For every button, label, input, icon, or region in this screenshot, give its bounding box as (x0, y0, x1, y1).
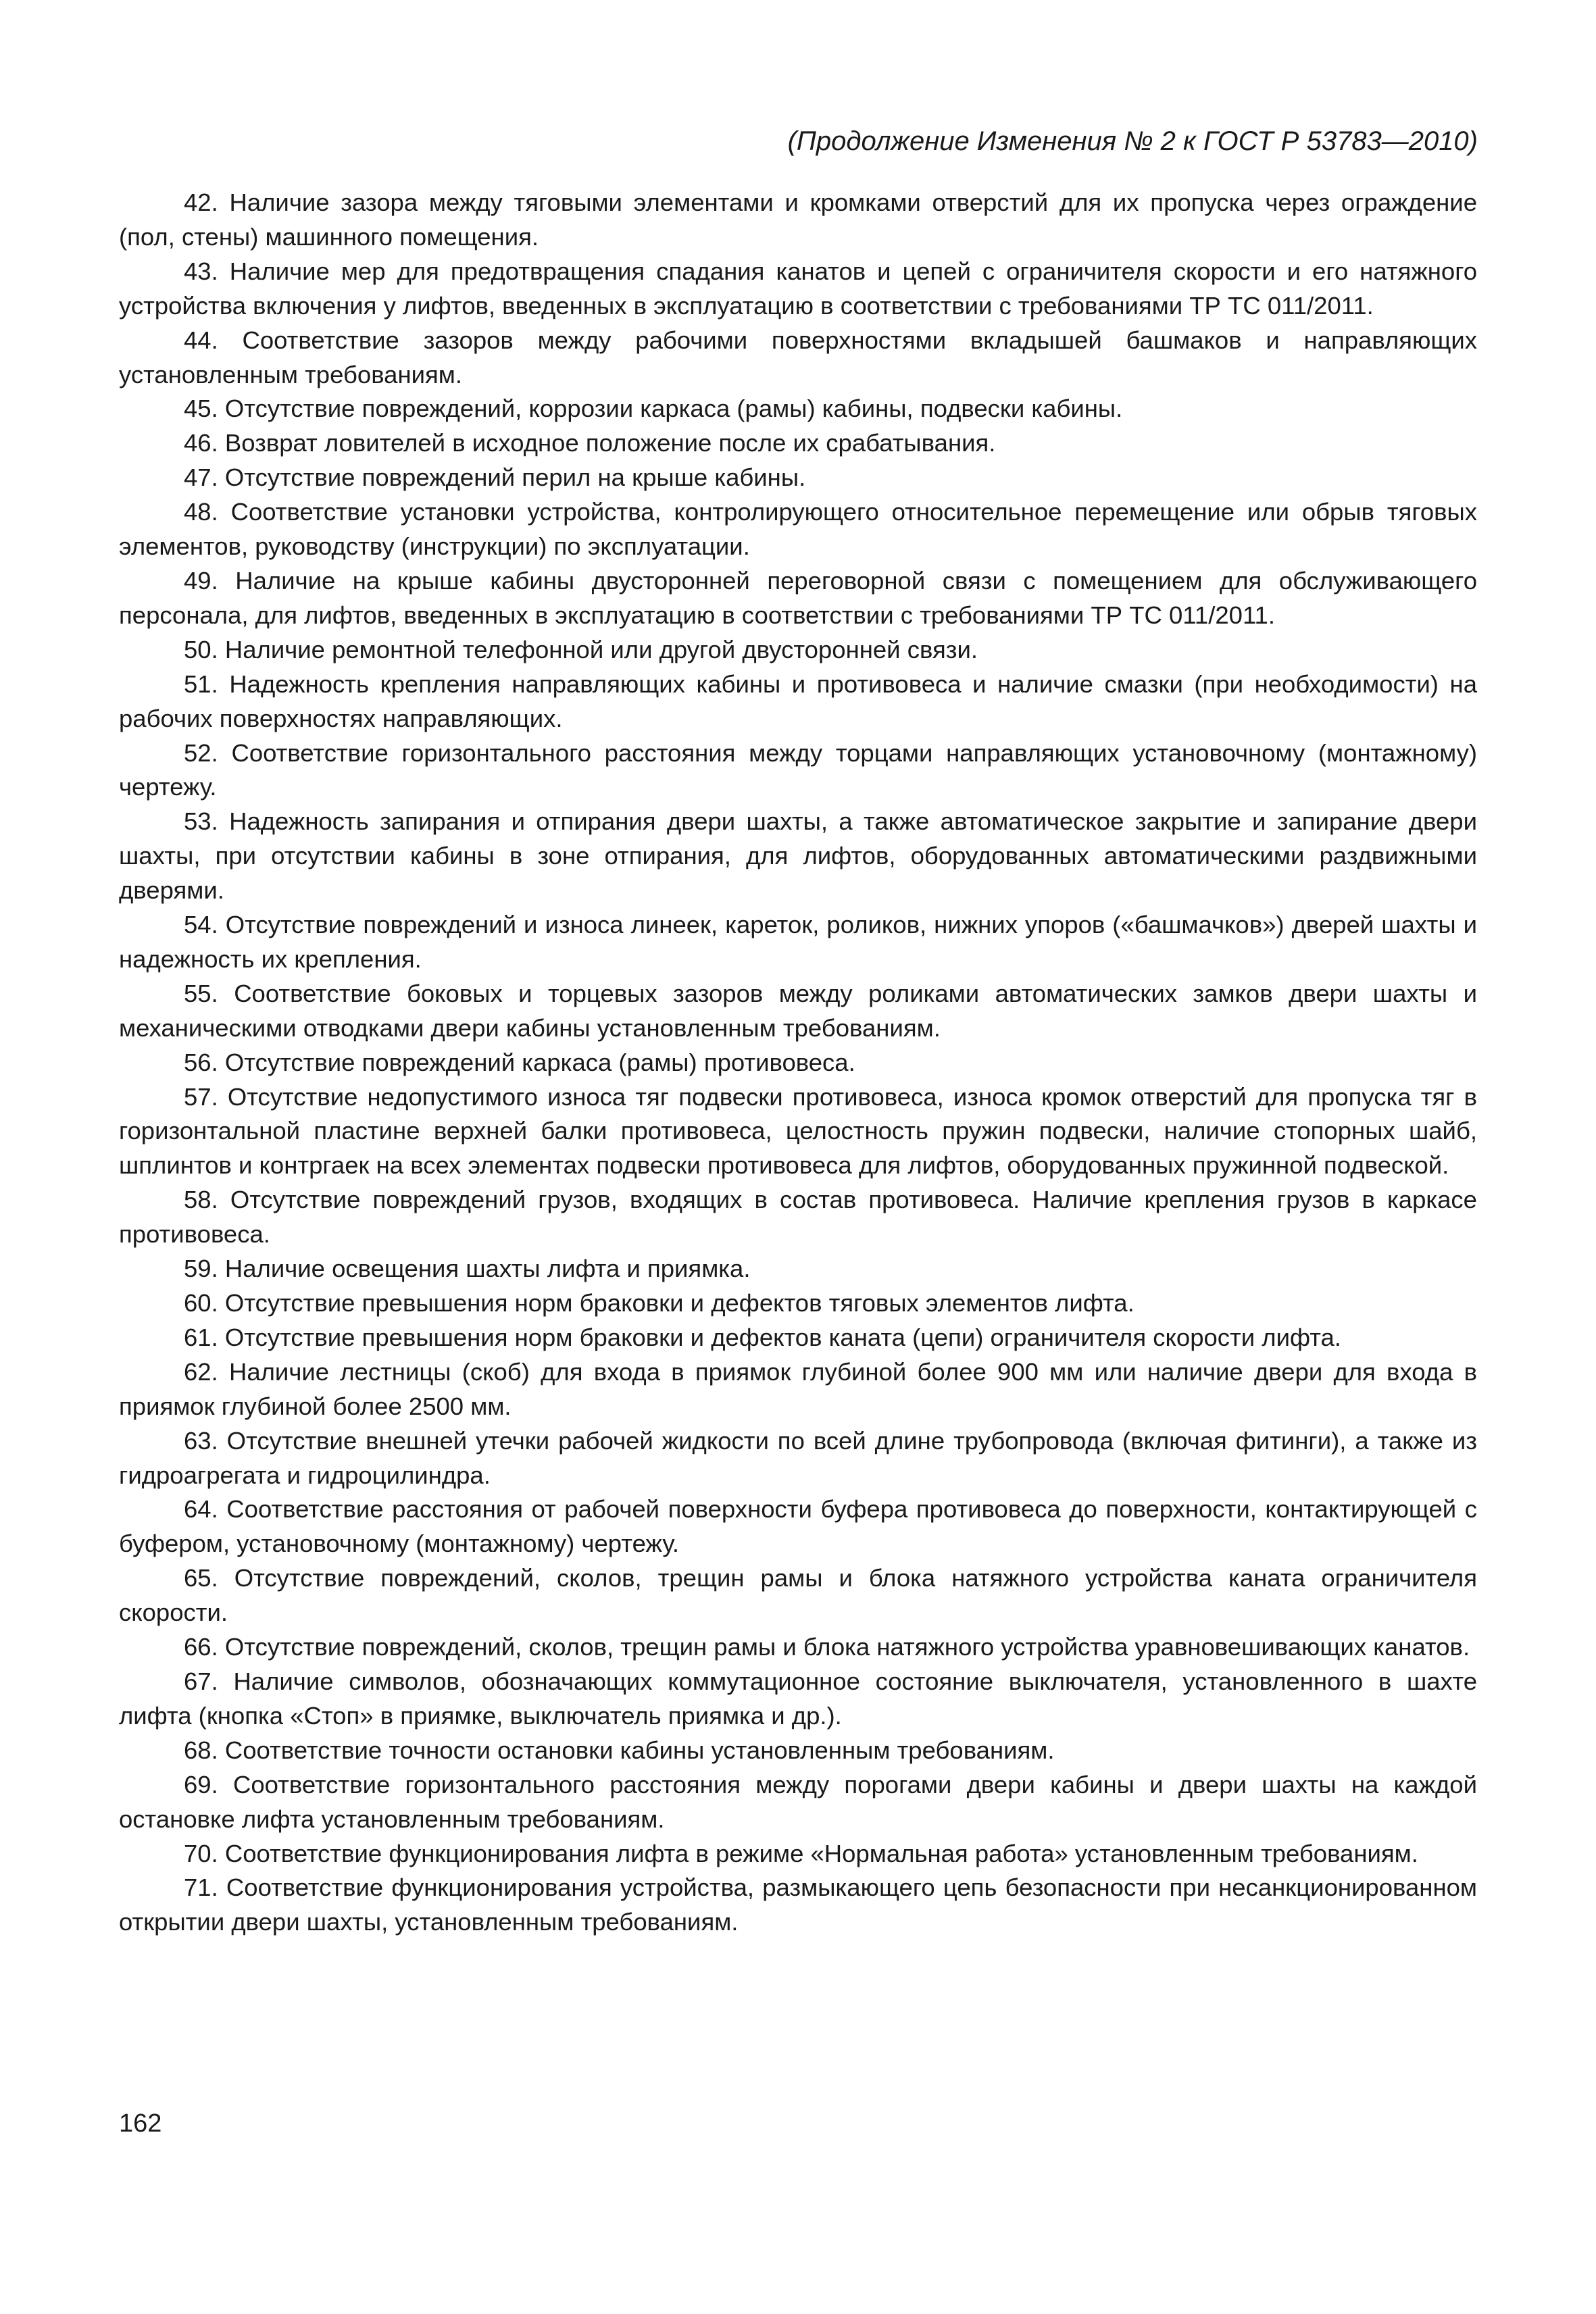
document-body (119, 186, 1477, 1940)
list-item: 49. Наличие на крыше кабины двусторонней переговорной связи с помещением для обслуживающего персонала, для лифтов, введенных в эксплуатацию в соответствии с требованиями ТР ТС 011/2011. (119, 566, 1477, 629)
list-item: 71. Соответствие функционирования устройства, размыкающего цепь безопасности при несанкционированном открытии двери шахты, установленным требованиям. (119, 1873, 1477, 1936)
list-item: 53. Надежность запирания и отпирания двери шахты, а также автоматическое закрытие и запирание двери шахты, при отсутствии кабины в зоне отпирания, для лифтов, оборудованных автоматическими раздвижными дверями. (119, 807, 1477, 905)
list-item: 70. Соответствие функционирования лифта в режиме «Нормальная работа» установленным требованиям. (184, 1839, 1418, 1867)
list-item: 65. Отсутствие повреждений, сколов, трещин рамы и блока натяжного устройства каната ограничителя скорости. (119, 1564, 1477, 1627)
page-header: (Продолжение Изменения № 2 к ГОСТ Р 53783—2010) (787, 126, 1478, 156)
list-item: 67. Наличие символов, обозначающих коммутационное состояние выключателя, установленного в шахте лифта (кнопка «Стоп» в приямке, выключатель приямка и др.). (119, 1667, 1477, 1730)
list-item: 50. Наличие ремонтной телефонной или другой двусторонней связи. (184, 635, 978, 663)
list-item: 45. Отсутствие повреждений, коррозии каркаса (рамы) кабины, подвески кабины. (184, 395, 1123, 423)
list-item: 57. Отсутствие недопустимого износа тяг подвески противовеса, износа кромок отверстий для пропуска тяг в горизонтальной пластине верхней балки противовеса, целостность пружин подвески, наличие стопорных шайб, шплинтов и контргаек на всех элементах подвески противовеса для лифтов, оборудованных пружинной подвеской. (119, 1082, 1477, 1180)
list-item: 46. Возврат ловителей в исходное положение после их срабатывания. (184, 429, 996, 457)
list-item: 43. Наличие мер для предотвращения спадания канатов и цепей с ограничителя скорости и его натяжного устройства включения у лифтов, введенных в эксплуатацию в соответствии с требованиями ТР ТС 011/2011. (119, 257, 1477, 320)
list-item: 62. Наличие лестницы (скоб) для входа в приямок глубиной более 900 мм или наличие двери для входа в приямок глубиной более 2500 мм. (119, 1357, 1477, 1420)
list-item: 66. Отсутствие повреждений, сколов, трещин рамы и блока натяжного устройства уравновешивающих канатов. (184, 1633, 1470, 1661)
list-item: 52. Соответствие горизонтального расстояния между торцами направляющих установочному (монтажному) чертежу. (119, 738, 1477, 801)
list-item: 44. Соответствие зазоров между рабочими поверхностями вкладышей башмаков и направляющих установленным требованиям. (119, 326, 1477, 388)
list-item: 69. Соответствие горизонтального расстояния между порогами двери кабины и двери шахты на каждой остановке лифта установленным требованиям. (119, 1770, 1477, 1833)
list-item: 48. Соответствие установки устройства, контролирующего относительное перемещение или обрыв тяговых элементов, руководству (инструкции) по эксплуатации. (119, 498, 1477, 561)
list-item: 63. Отсутствие внешней утечки рабочей жидкости по всей длине трубопровода (включая фитинги), а также из гидроагрегата и гидроцилиндра. (119, 1426, 1477, 1489)
list-item: 59. Наличие освещения шахты лифта и приямка. (184, 1255, 751, 1283)
list-item: 55. Соответствие боковых и торцевых зазоров между роликами автоматических замков двери шахты и механическими отводками двери кабины установленным требованиям. (119, 979, 1477, 1042)
list-item: 54. Отсутствие повреждений и износа линеек, кареток, роликов, нижних упоров («башмачков») дверей шахты и надежность их крепления. (119, 911, 1477, 973)
page-number: 162 (119, 2109, 162, 2138)
list-item: 68. Соответствие точности остановки кабины установленным требованиям. (184, 1736, 1055, 1764)
list-item: 42. Наличие зазора между тяговыми элементами и кромками отверстий для их пропуска через ограждение (пол, стены) машинного помещения. (119, 188, 1477, 251)
list-item: 58. Отсутствие повреждений грузов, входящих в состав противовеса. Наличие крепления грузов в каркасе противовеса. (119, 1186, 1477, 1249)
list-item: 47. Отсутствие повреждений перил на крыше кабины. (184, 463, 806, 492)
list-item: 56. Отсутствие повреждений каркаса (рамы) противовеса. (184, 1048, 855, 1076)
list-item: 60. Отсутствие превышения норм браковки и дефектов тяговых элементов лифта. (184, 1289, 1134, 1317)
list-item: 64. Соответствие расстояния от рабочей поверхности буфера противовеса до поверхности, контактирующей с буфером, установочному (монтажному) чертежу. (119, 1495, 1477, 1558)
list-item: 51. Надежность крепления направляющих кабины и противовеса и наличие смазки (при необходимости) на рабочих поверхностях направляющих. (119, 670, 1477, 732)
list-item: 61. Отсутствие превышения норм браковки и дефектов каната (цепи) ограничителя скорости лифта. (184, 1323, 1341, 1351)
